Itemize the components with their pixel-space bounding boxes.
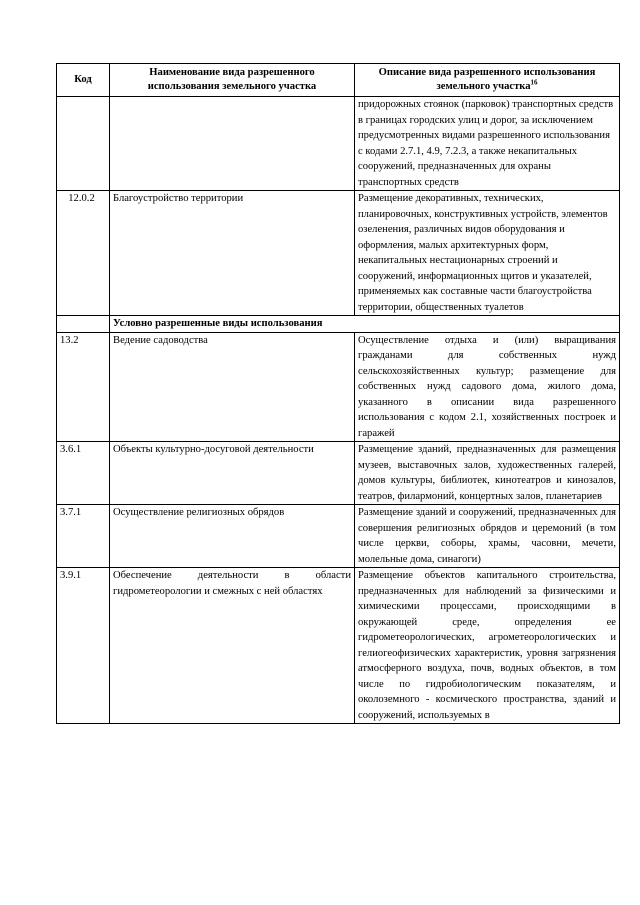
row-description: придорожных стоянок (парковок) транспортных средств в границах городских улиц и дорог, за исключением предусмотренных видами разрешенного использования с кодами 2.7.1, 4.9, 7.2.3, а также некапитальных сооружений, предназначенных для охраны транспортных средств (355, 97, 620, 191)
row-description: Размещение зданий, предназначенных для размещения музеев, выставочных залов, художественных галерей, домов культуры, библиотек, кинотеатров и кинозалов, театров, филармоний, концертных залов, планетариев (355, 442, 620, 505)
section-title: Условно разрешенные виды использования (110, 316, 620, 333)
row-code: 3.9.1 (57, 568, 110, 724)
row-name (110, 97, 355, 191)
row-description: Размещение декоративных, технических, планировочных, конструктивных устройств, элементов озеленения, различных видов оборудования и оформления, малых архитектурных форм, некапитальных нестационарных строений и сооружений, информационных щитов и указателей, применяемых как составные части благоустройства территории, общественных туалетов (355, 191, 620, 316)
row-name: Ведение садоводства (110, 332, 355, 442)
header-description (355, 64, 620, 97)
row-name: Осуществление религиозных обрядов (110, 505, 355, 568)
header-code: Код (57, 64, 110, 97)
row-code: 12.0.2 (57, 191, 110, 316)
row-description: Размещение зданий и сооружений, предназначенных для совершения религиозных обрядов и церемоний (в том числе церкви, соборы, храмы, часовни, мечети, молельные дома, синагоги) (355, 505, 620, 568)
header-row (57, 64, 620, 97)
row-name: Благоустройство территории (110, 191, 355, 316)
row-description: Размещение объектов капитального строительства, предназначенных для наблюдений за физическими и химическими процессами, происходящими в окружающей среде, определения ее гидрометеорологических, агрометеорологических и гелиогеофизических характеристик, уровня загрязнения атмосферного воздуха, почв, водных объектов, в том числе по гидробиологическим показателям, и околоземного - космического пространства, зданий и сооружений, используемых в (355, 568, 620, 724)
footnote-marker: 16 (530, 78, 538, 87)
table-row (57, 505, 620, 568)
row-name: Объекты культурно-досуговой деятельности (110, 442, 355, 505)
header-description-text: Описание вида разрешенного использования земельного участка (378, 67, 596, 92)
table-row (57, 332, 620, 442)
table-row (57, 191, 620, 316)
land-use-table (56, 63, 620, 724)
row-code: 3.7.1 (57, 505, 110, 568)
table-header (57, 64, 620, 97)
section-header-row (57, 316, 620, 333)
table-row (57, 568, 620, 724)
row-code: 3.6.1 (57, 442, 110, 505)
header-name: Наименование вида разрешенного использования земельного участка (110, 64, 355, 97)
table-row (57, 97, 620, 191)
section-code-cell (57, 316, 110, 333)
row-code: 13.2 (57, 332, 110, 442)
table-body (57, 97, 620, 724)
row-name: Обеспечение деятельности в области гидрометеорологии и смежных с ней областях (110, 568, 355, 724)
row-description: Осуществление отдыха и (или) выращивания гражданами для собственных нужд сельскохозяйственных культур; размещение для собственных нужд садового дома, жилого дома, указанного в описании вида разрешенного использования с кодом 2.1, хозяйственных построек и гаражей (355, 332, 620, 442)
table-row (57, 442, 620, 505)
row-code (57, 97, 110, 191)
